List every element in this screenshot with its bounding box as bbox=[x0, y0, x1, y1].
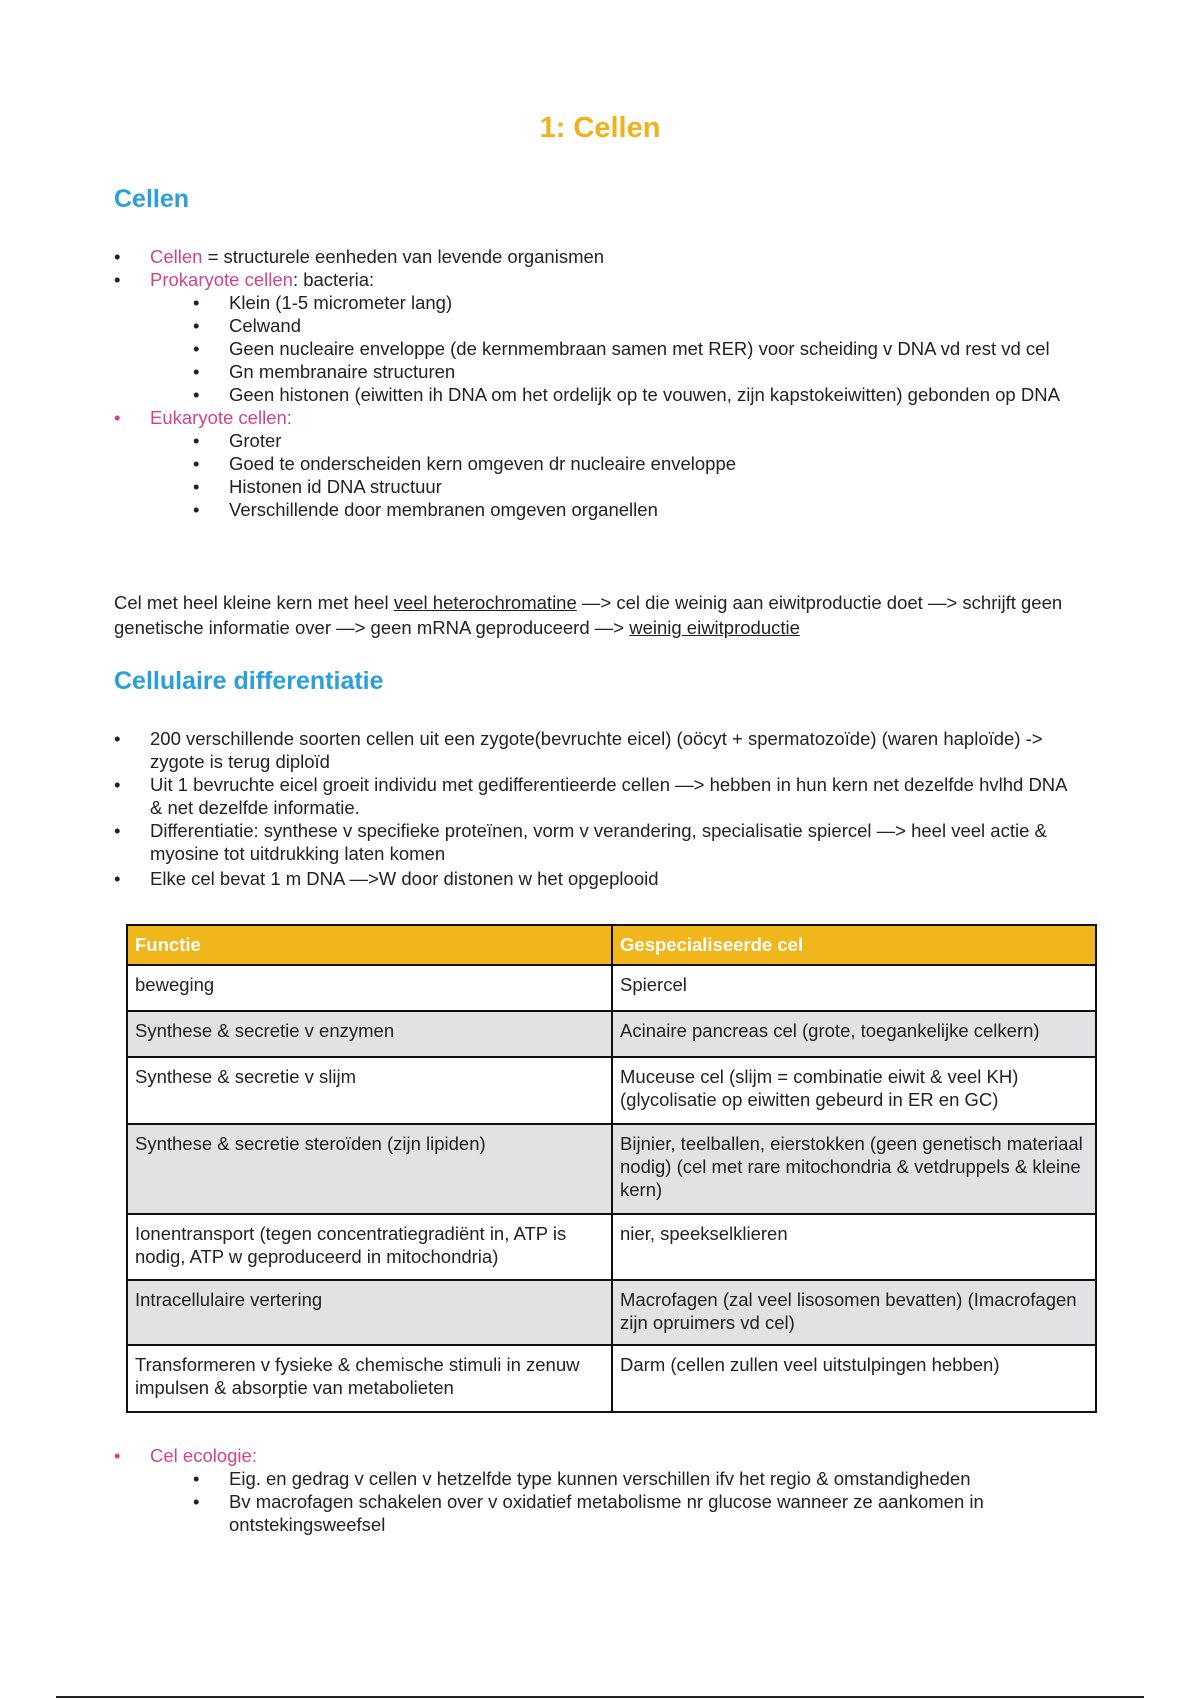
table-row bbox=[127, 1345, 1096, 1412]
list-item bbox=[150, 360, 1080, 383]
table-cell: Transformeren v fysieke & chemische stimuli in zenuw impulsen & absorptie van metabolieten bbox=[127, 1345, 612, 1412]
underlined-text: veel heterochromatine bbox=[393, 592, 577, 613]
list-item bbox=[114, 819, 1080, 865]
list-item bbox=[114, 867, 1080, 890]
list-item-text: Elke cel bevat 1 m DNA —>W door distonen w het opgeplooid bbox=[150, 868, 659, 889]
list-item-text: Verschillende door membranen omgeven organellen bbox=[229, 499, 658, 520]
definition-text: : bacteria: bbox=[292, 269, 375, 290]
header-functie: Functie bbox=[127, 925, 612, 965]
table-cell: nier, speekselklieren bbox=[612, 1214, 1096, 1280]
paragraph-text: Cel met heel kleine kern met heel bbox=[114, 592, 394, 613]
bullet-icon: • bbox=[193, 476, 200, 497]
document-title: 1: Cellen bbox=[539, 112, 661, 144]
list-item bbox=[114, 773, 1080, 819]
bullet-icon: • bbox=[114, 820, 121, 841]
table-row bbox=[127, 1057, 1096, 1124]
table-row bbox=[127, 1280, 1096, 1345]
section-heading-cellen: Cellen bbox=[114, 185, 190, 213]
section-heading-differentiatie: Cellulaire differentiatie bbox=[114, 667, 384, 695]
bullet-icon: • bbox=[193, 361, 200, 382]
bullet-icon: • bbox=[193, 292, 200, 313]
list-item-text: Eig. en gedrag v cellen v hetzelfde type kunnen verschillen ifv het regio & omstandigheden bbox=[229, 1468, 971, 1489]
list-item-text: Celwand bbox=[229, 315, 301, 336]
underlined-text: weinig eiwitproductie bbox=[629, 617, 800, 638]
list-item bbox=[114, 245, 1080, 268]
bullet-icon: • bbox=[114, 407, 121, 428]
list-item bbox=[150, 291, 1080, 314]
table-cell: Macrofagen (zal veel lisosomen bevatten) (Imacrofagen zijn opruimers vd cel) bbox=[612, 1280, 1096, 1345]
list-item-text: Bv macrofagen schakelen over v oxidatief metabolisme nr glucose wanneer ze aankomen in ontstekingsweefsel bbox=[229, 1491, 984, 1535]
list-item-text: Histonen id DNA structuur bbox=[229, 476, 442, 497]
table-cell: beweging bbox=[127, 965, 612, 1011]
function-table bbox=[126, 924, 1097, 1413]
footer-divider bbox=[56, 1696, 1144, 1698]
list-item bbox=[150, 337, 1080, 360]
list-item-text: Groter bbox=[229, 430, 282, 451]
list-item bbox=[150, 429, 1080, 452]
term-cel-ecologie: Cel ecologie: bbox=[150, 1445, 257, 1466]
list-item-text: Gn membranaire structuren bbox=[229, 361, 456, 382]
table-cell: Ionentransport (tegen concentratiegradiënt in, ATP is nodig, ATP w geproduceerd in mitochondria) bbox=[127, 1214, 612, 1280]
list-item bbox=[150, 383, 1080, 406]
term-prokaryote: Prokaryote cellen bbox=[150, 269, 293, 290]
table-row bbox=[127, 1214, 1096, 1280]
table-cell: Synthese & secretie steroïden (zijn lipiden) bbox=[127, 1124, 612, 1214]
bullet-icon: • bbox=[193, 1468, 200, 1489]
list-item bbox=[114, 268, 1080, 291]
list-item-text: Geen histonen (eiwitten ih DNA om het ordelijk op te vouwen, zijn kapstokeiwitten) gebonden op DNA bbox=[229, 384, 1060, 405]
list-item-text: 200 verschillende soorten cellen uit een zygote(bevruchte eicel) (oöcyt + spermatozoïde) (waren haploïde) -> zygote is terug diploïd bbox=[150, 728, 1043, 772]
term-cellen: Cellen bbox=[150, 246, 203, 267]
definition-text: = structurele eenheden van levende organismen bbox=[202, 246, 605, 267]
table-cell: Synthese & secretie v enzymen bbox=[127, 1011, 612, 1057]
cellen-list bbox=[114, 245, 1080, 521]
list-item bbox=[150, 498, 1080, 521]
term-eukaryote: Eukaryote cellen: bbox=[150, 407, 292, 428]
differentiatie-list bbox=[114, 727, 1080, 890]
list-item-text: Geen nucleaire enveloppe (de kernmembraan samen met RER) voor scheiding v DNA vd rest vd cel bbox=[229, 338, 1050, 359]
list-item bbox=[150, 452, 1080, 475]
table-cell: Spiercel bbox=[612, 965, 1096, 1011]
heterochromatin-paragraph bbox=[114, 590, 1064, 640]
list-item-text: Goed te onderscheiden kern omgeven dr nucleaire enveloppe bbox=[229, 453, 737, 474]
bullet-icon: • bbox=[193, 338, 200, 359]
table-cell: Darm (cellen zullen veel uitstulpingen hebben) bbox=[612, 1345, 1096, 1412]
list-item bbox=[150, 1467, 1080, 1490]
list-item bbox=[150, 1490, 1080, 1536]
table-row bbox=[127, 1011, 1096, 1057]
table-header-row bbox=[127, 925, 1096, 965]
ecology-list bbox=[114, 1444, 1080, 1536]
table-row bbox=[127, 965, 1096, 1011]
bullet-icon: • bbox=[193, 453, 200, 474]
table-cell: Acinaire pancreas cel (grote, toegankelijke celkern) bbox=[612, 1011, 1096, 1057]
bullet-icon: • bbox=[114, 1445, 121, 1466]
table-cell: Bijnier, teelballen, eierstokken (geen genetisch materiaal nodig) (cel met rare mitochondria & vetdruppels & kleine kern) bbox=[612, 1124, 1096, 1214]
bullet-icon: • bbox=[114, 728, 121, 749]
list-item-text: Uit 1 bevruchte eicel groeit individu met gedifferentieerde cellen —> hebben in hun kern net dezelfde hvlhd DNA & net dezelfde informatie. bbox=[150, 774, 1067, 818]
bullet-icon: • bbox=[193, 430, 200, 451]
table-row bbox=[127, 1124, 1096, 1214]
list-item-text: Differentiatie: synthese v specifieke proteïnen, vorm v verandering, specialisatie spiercel —> heel veel actie & myosine tot uitdrukking laten komen bbox=[150, 820, 1047, 864]
bullet-icon: • bbox=[114, 269, 121, 290]
bullet-icon: • bbox=[114, 868, 121, 889]
list-item bbox=[150, 475, 1080, 498]
header-gespecialiseerde-cel: Gespecialiseerde cel bbox=[612, 925, 1096, 965]
bullet-icon: • bbox=[193, 315, 200, 336]
table-cell: Intracellulaire vertering bbox=[127, 1280, 612, 1345]
list-item bbox=[150, 314, 1080, 337]
list-item bbox=[114, 1444, 1080, 1467]
list-item bbox=[114, 727, 1080, 773]
bullet-icon: • bbox=[114, 774, 121, 795]
bullet-icon: • bbox=[114, 246, 121, 267]
table-cell: Muceuse cel (slijm = combinatie eiwit & veel KH) (glycolisatie op eiwitten gebeurd in ER en GC) bbox=[612, 1057, 1096, 1124]
list-item-text: Klein (1-5 micrometer lang) bbox=[229, 292, 453, 313]
bullet-icon: • bbox=[193, 1491, 200, 1512]
list-item bbox=[114, 406, 1080, 429]
bullet-icon: • bbox=[193, 384, 200, 405]
table-cell: Synthese & secretie v slijm bbox=[127, 1057, 612, 1124]
paragraph-text: —> cel die weinig aan eiwitproductie doet —> schrijft geen genetische informatie over —> geen mRNA geproduceerd —> bbox=[114, 592, 1063, 638]
bullet-icon: • bbox=[193, 499, 200, 520]
